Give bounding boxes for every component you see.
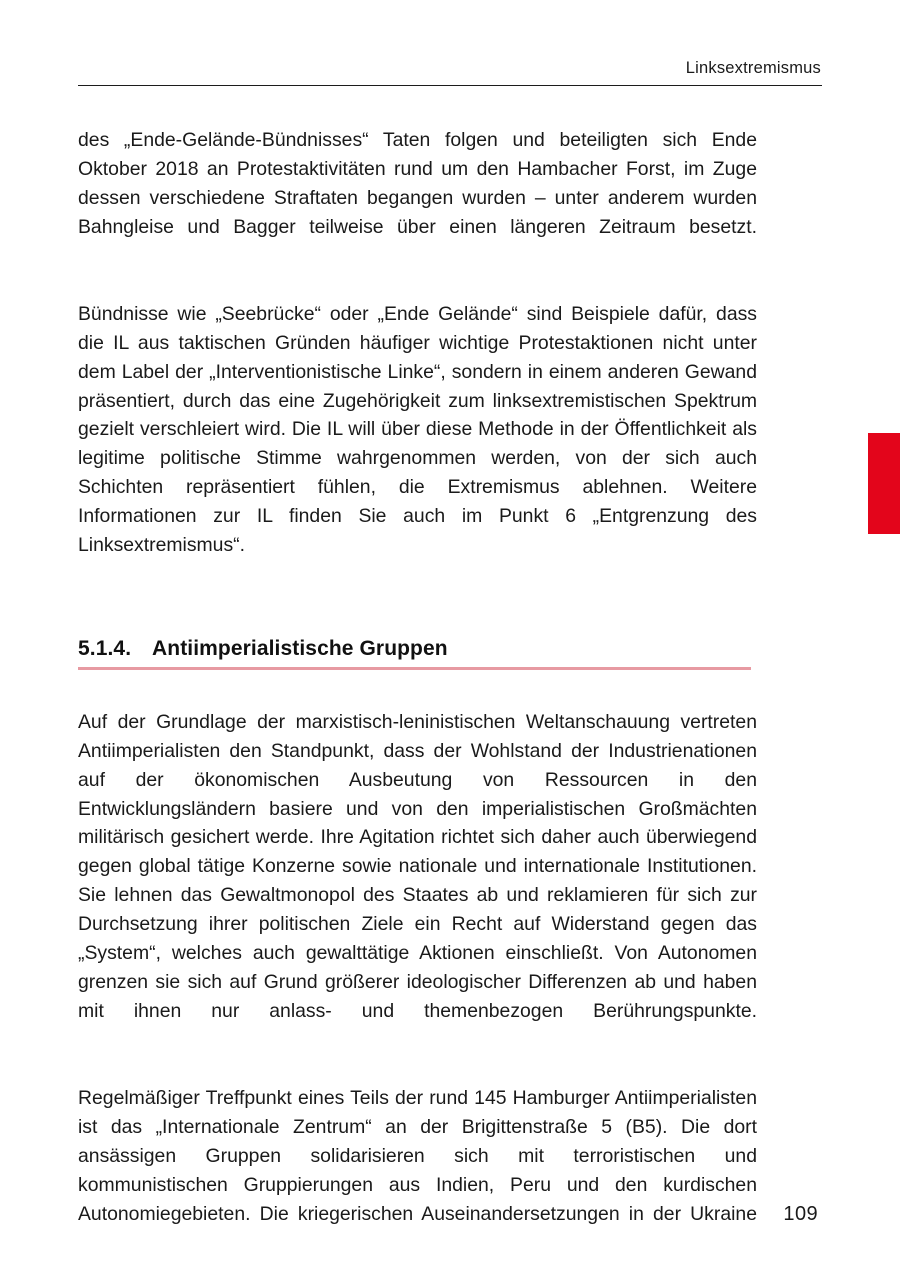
- page-number: 109: [783, 1203, 818, 1225]
- section-heading-rule: [78, 667, 751, 669]
- body-paragraph: Regelmäßiger Treffpunkt eines Teils der rund 145 Hamburger Antiimperialisten ist das „Internationale Zentrum“ an der Brigittenstraße 5 (B5). Die dort ansässigen Gruppen solidarisieren sich mit terroristischen und kommunistischen Gruppierungen aus Indien, Peru und den kurdischen Autonomiegebieten. Die kriegerischen Auseinandersetzungen in der Ukraine: [78, 1087, 757, 1225]
- section-title: Antiimperialistische Gruppen: [152, 637, 448, 661]
- running-head-title: Linksextremismus: [685, 59, 821, 77]
- running-head-rule: [78, 85, 822, 86]
- text-column: [78, 126, 757, 1258]
- thumb-index-tab: [868, 433, 900, 534]
- body-paragraph: Auf der Grundlage der marxistisch-leninistischen Weltanschauung vertreten Antiimperialisten den Standpunkt, dass der Wohlstand der Industrienationen auf der ökonomischen Ausbeutung von Ressourcen in den Entwicklungsländern basiere und von den imperialistischen Großmächten militärisch gesichert werde. Ihre Agitation richtet sich daher auch überwiegend gegen global tätige Konzerne sowie nationale und internationale Institutionen. Sie lehnen das Gewaltmonopol des Staates ab und reklamieren für sich zur Durchsetzung ihrer politischen Ziele ein Recht auf Widerstand gegen das „System“, welches auch gewalttätige Aktionen einschließt. Von Autonomen grenzen sie sich auf Grund größerer ideologischer Differenzen ab und haben mit ihnen nur anlass- und themenbezogen Berührungspunkte.: [78, 710, 757, 1023]
- running-head: [78, 58, 822, 86]
- body-paragraph: Bündnisse wie „Seebrücke“ oder „Ende Gelände“ sind Beispiele dafür, dass die IL aus taktischen Gründen häufiger wichtige Protestaktionen nicht unter dem Label der „Interventionistische Linke“, sondern in einem anderen Gewand präsentiert, durch das eine Zugehörigkeit zum linksextremistischen Spektrum gezielt verschleiert wird. Die IL will über diese Methode in der Öffentlichkeit als legitime politische Stimme wahrgenommen werden, von der sich auch Schichten repräsentiert fühlen, die Extremismus ablehnen. Weitere Informationen zur IL finden Sie auch im Punkt 6 „Entgrenzung des Linksextremismus“.: [78, 302, 757, 557]
- section-number: 5.1.4.: [78, 637, 132, 661]
- section-heading: [78, 635, 757, 667]
- body-paragraph: des „Ende-Gelände-Bündnisses“ Taten folgen und beteiligten sich Ende Oktober 2018 an Protestaktivitäten rund um den Hambacher Forst, im Zuge dessen verschiedene Straftaten begangen wurden – unter anderem wurden Bahngleise und Bagger teilweise über einen längeren Zeitraum besetzt.: [78, 129, 757, 238]
- section-header-block: [78, 635, 757, 669]
